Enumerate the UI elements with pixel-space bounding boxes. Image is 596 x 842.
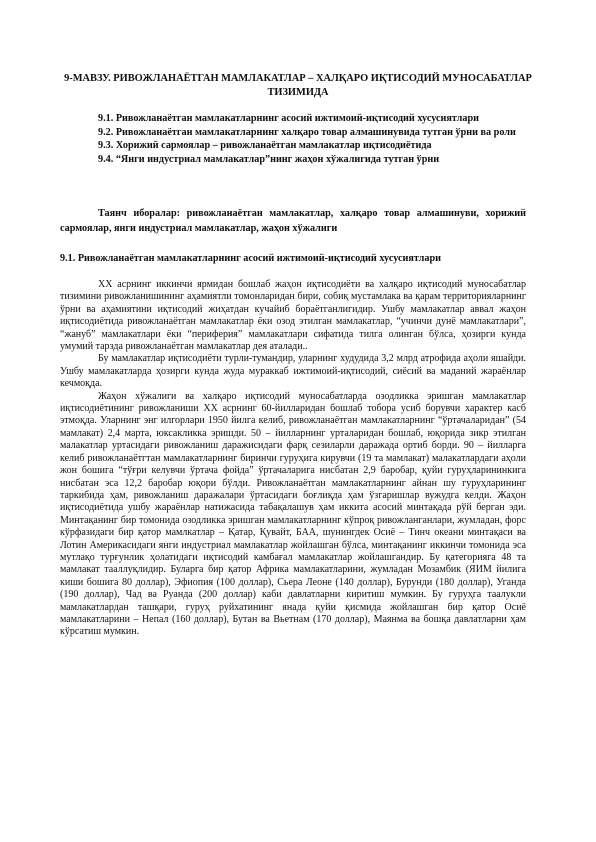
body-text bbox=[60, 279, 526, 639]
section-heading: 9.1. Ривожланаётган мамлакатларнинг асосий ижтимоий-иқтисодий хусусиятлари bbox=[60, 253, 441, 264]
body-paragraph: XX асрнинг иккинчи ярмидан бошлаб жаҳон иқтисодиёти ва халқаро иқтисодий муносабатлар тизимини ривожланишининг аҳамиятли томонларидан бири, собиқ мустамлака ва қарам территорияларнинг ўрни ва аҳамиятини иқтисодий жиҳатдан кучайиб бораётганлигидир. Ушбу мамлакатлар аввал жаҳон иқтисодиётида ривожланаётган мамлакатлар ёки озод этилган мамлакатлар, “учинчи дунё мамлакатлари”, “жануб” мамлакатлари ёки “периферия” мамлакатлари сифатида тилга олинган бўлса, ҳозирги кунда умумий тарзда ривожланаётган мамлакатлар дея аталади.. bbox=[60, 279, 526, 353]
plan-item: 9.1. Ривожланаётган мамлакатларнинг асосий ижтимоий-иқтисодий хусусиятлари bbox=[98, 113, 479, 124]
body-paragraph: Жаҳон хўжалиги ва халқаро иқтисодий муносабатларда озодликка эришган мамлакатлар иқтисодиётининг ривожланиши XX асрнинг 60-йилларидан бошлаб тобора усиб борувчи характер касб этмоқда. Уларнинг энг илгорлари 1950 йилга келиб, ривожланаётган мамлакатларнинг “ўртачаларидан” (54 мамлакат) 2,4 марта, юксакликка эришди. 50 – йилларнинг урталаридан бошлаб, юқорида зикр этилган малакатлар уртасидаги ривожланиш даражисидаги фарқ сезиларли даражада ортиб борди. 90 – йилларга келиб ривожланаётгтан мамлакатларнинг биринчи гуруҳига кирувчи (19 та мамлакат) малакатлардаги аҳоли жон бошига “тўғри келувчи ўртача фойда” ўртачаларига нисбатан 2,9 баробар, қуйи гуруҳларининкига нисбатан эса 12,2 баробар юқори бўлди. Ривожланаётган мамлакатларнинг айнан шу гуруҳларининг таркибида ҳам, ривожланиш даражалари ўртасидаги боғлиқда ҳам ўзгаришлар вужудга келди. Жаҳон иқтисодиётида ушбу жараёнлар натижасида табақалашув ҳам иккита асосий минтақада рўй берган эди. Минтақанинг бир томонида озодликка эришган мамлакатларнинг кўпроқ ривожланганлари, жумладан, форс кўрфазидаги бир қатор мамлкатлар – Қатар, Қувайт, БАА, шунингдек Осиё – Тинч океани минтақаси ва Лотин Америкасидаги янги индустриал мамлакатлар жойлашган бўлса, минтақанинг иккинчи томонида эса мутлақо турғунлик ҳолатидаги иқтисодий камбағал мамлакатлар жойлашгандир. Бу қатегорияга 48 та мамлакат тааллуқлидир. Буларга бир қатор Африка мамлакатларини, жумладан Мозамбик (ЯИМ йилига киши бошига 80 доллар), Эфиопия (100 доллар), Сьера Леоне (140 доллар), Бурунди (180 доллар), Уганда (190 доллар), Чад ва Руанда (200 доллар) каби давлатларни киритиш мумкин. Бу гуруҳга таалукли мамлакатлардан ташқари, гуруҳ руйхатининг янада қуйи қисмида жойлашган бир қатор Осиё мамлакатларини – Непал (160 доллар), Бутан ва Вьетнам (170 доллар), Маянма ва бошқа давлатларни ҳам кўрсатиш мумкин. bbox=[60, 390, 526, 638]
body-paragraph: Бу мамлакатлар иқтисодиёти турли-тумандир, уларнинг худудида 3,2 млрд атрофида аҳоли яшайди. Ушбу мамлакатларда ҳозирги кунда жуда мураккаб ижтимоий-иқтисодий, сиёсий ва маданий жараёнлар кечмоқда. bbox=[60, 353, 526, 390]
keywords-paragraph: Таянч иборалар: ривожланаётган мамлакатлар, халқаро товар алмашинуви, хорижий сармоялар, янги индустриал мамлакатлар, жаҳон хўжалиги bbox=[60, 208, 526, 234]
topic-plan bbox=[98, 112, 526, 166]
plan-item: 9.3. Хорижий сармоялар – ривожланаётган мамлакатлар иқтисодиётида bbox=[98, 140, 432, 152]
plan-item: 9.4. “Янги индустриал мамлакатлар”нинг жаҳон хўжалигида тутган ўрни bbox=[98, 153, 440, 165]
plan-item: 9.2. Ривожланаётган мамлакатларнинг халқаро товар алмашинувида тутган ўрни ва роли bbox=[98, 126, 516, 138]
page-title: 9-МАВЗУ. РИВОЖЛАНАЁТГАН МАМЛАКАТЛАР – ХАЛҚАРО ИҚТИСОДИЙ МУНОСАБАТЛАР ТИЗИМИДА bbox=[64, 73, 532, 98]
